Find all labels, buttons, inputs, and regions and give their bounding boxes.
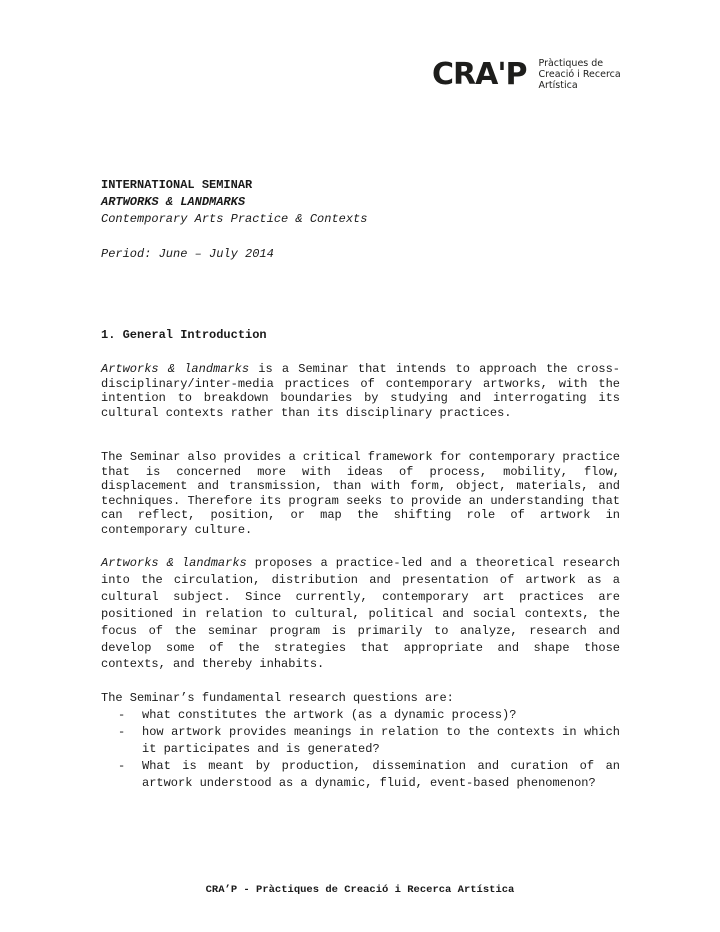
seminar-subtitle: Contemporary Arts Practice & Contexts [101,212,368,226]
logo-line-3: Artística [538,80,578,91]
paragraph-research-text: proposes a practice-led and a theoretical research into the circulation, distribution and presentation of artwork as a cultural subject. Since currently, contemporary art practices are positioned in relation to cultural, political and social contexts, the focus of the seminar program is primarily to analyze, research and develop some of the strategies that appropriate and shape those contexts, and thereby inhabits. [101,556,621,672]
seminar-title: ARTWORKS & LANDMARKS [101,195,246,209]
paragraph-research [101,555,620,673]
crap-logo [432,58,621,91]
list-item [116,707,620,724]
document-header [101,177,620,263]
paragraph-research-title: Artworks & landmarks [101,556,247,570]
logo-mark: CRA'P [432,56,527,92]
paragraph-intro-text: is a Seminar that intends to approach the cross-disciplinary/inter-media practices of contemporary artworks, with the intention to breakdown boundaries by studying and interrogating its cultural contexts rather than its disciplinary practices. [101,362,620,420]
seminar-type: INTERNATIONAL SEMINAR [101,178,253,192]
list-item-text: how artwork provides meanings in relation to the contexts in which it participates and is generated? [142,724,620,756]
logo-line-1: Pràctiques de [538,58,604,69]
list-item [116,724,620,758]
list-item [116,758,620,792]
paragraph-questions-intro: The Seminar’s fundamental research questions are: [101,691,454,705]
bullet-dash-icon: - [118,758,126,773]
list-item-text: What is meant by production, dissemination and curation of an artwork understood as a dynamic, fluid, event-based phenomenon? [142,758,620,790]
list-item-text: what constitutes the artwork (as a dynamic process)? [142,708,517,722]
logo-line-2: Creació i Recerca [538,69,621,80]
research-questions-list [116,707,620,792]
bullet-dash-icon: - [118,724,126,739]
paragraph-framework: The Seminar also provides a critical framework for contemporary practice that is concerned more with ideas of process, mobility, flow, displacement and transmission, than with form, object, materials, and techniques. Therefore its program seeks to provide an understanding that can reflect, position, or map the shifting role of artwork in contemporary culture. [101,450,620,537]
section-title: 1. General Introduction [101,328,267,342]
paragraph-intro-title: Artworks & landmarks [101,362,250,376]
paragraph-intro [101,362,620,420]
page-footer: CRA’P - Pràctiques de Creació i Recerca Artística [205,884,515,896]
logo-subtitle [539,58,621,91]
bullet-dash-icon: - [118,708,126,722]
seminar-period: Period: June – July 2014 [101,247,274,261]
